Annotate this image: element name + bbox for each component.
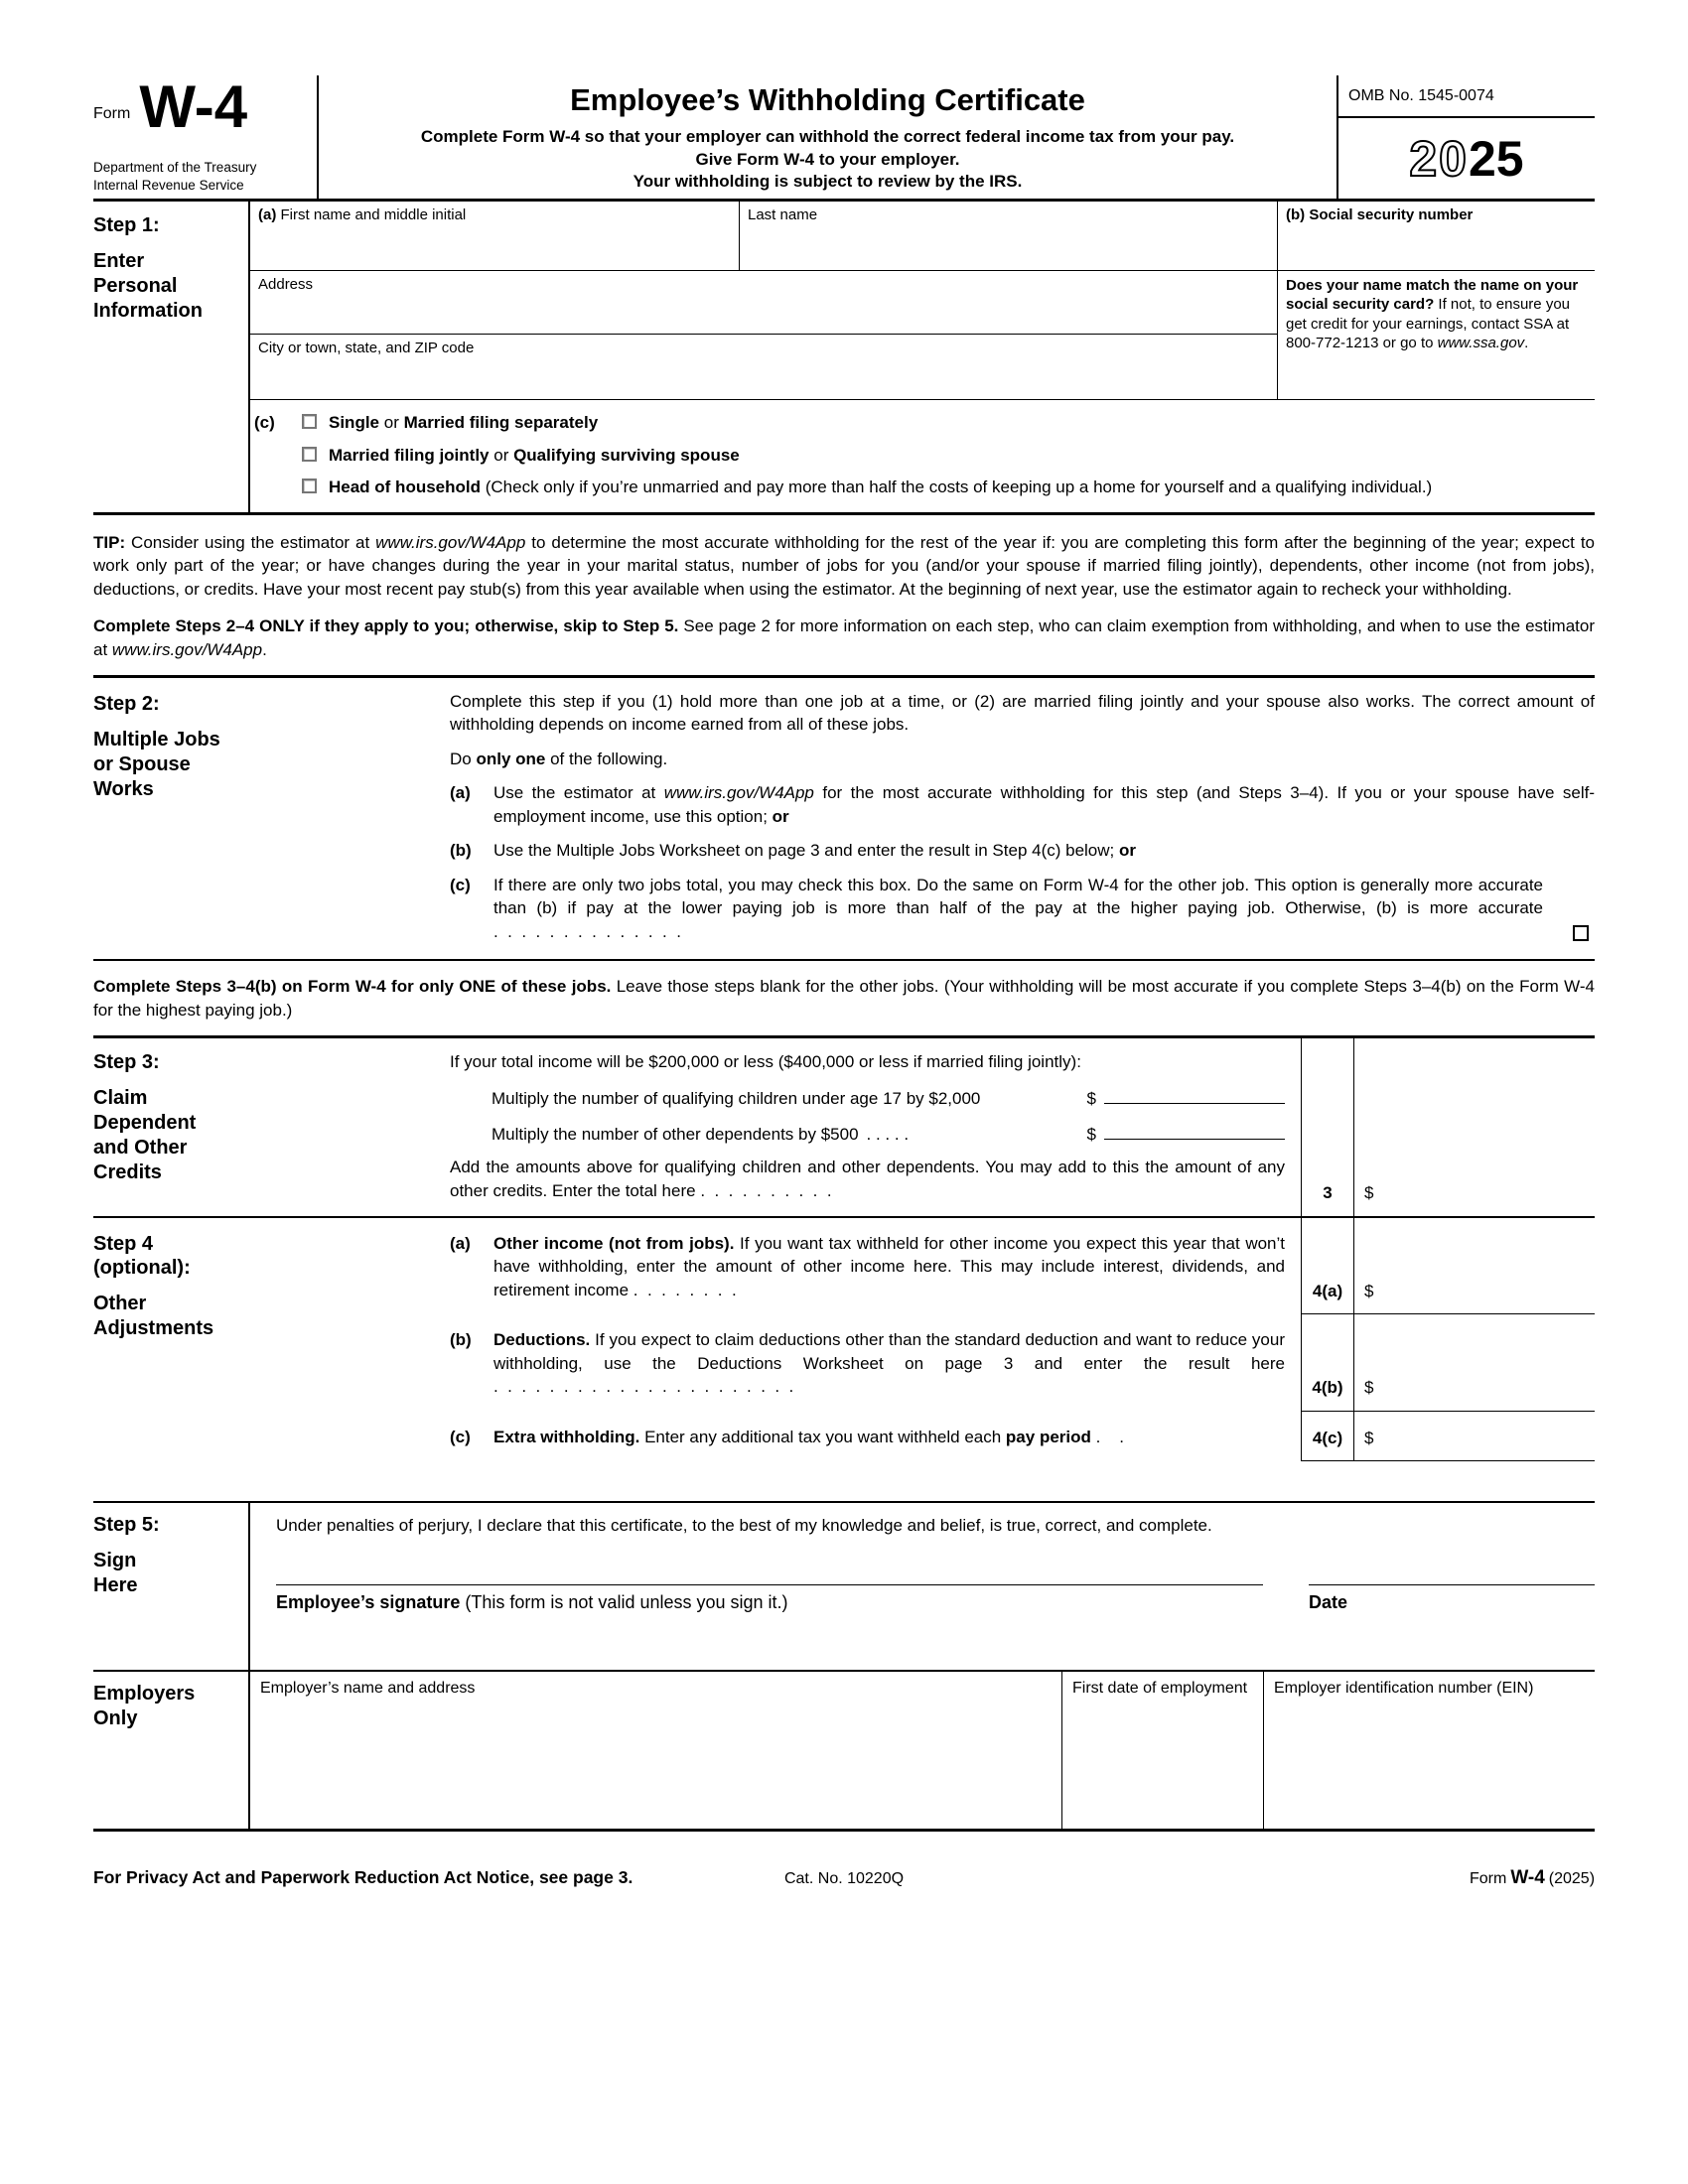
line-4b-number: 4(b) [1301,1314,1354,1411]
steps-3-4b-note: Complete Steps 3–4(b) on Form W-4 for only ONE of these jobs. Leave those steps blank for the other jobs. (Your withholding will be most accurate if you complete Steps 3–4(b) on the Form W-4 for the highest paying job.) [93,977,1595,1020]
steps-2-4-note: Complete Steps 2–4 ONLY if they apply to you; otherwise, skip to Step 5. See page 2 for more information on each step, who can claim exemption from withholding, and when to use the estimator at www.irs.gov/W4App. [93,616,1595,659]
date-label: Date [1309,1591,1348,1612]
step4-item-a [450,1218,1301,1314]
step4-item-a-text: Other income (not from jobs). If you want tax withheld for other income you expect this year that won’t have withholding, enter the amount of other income here. This may include interest, dividends, and retirement income . . . . . . . . [493,1233,1286,1299]
filing-option-head-of-household [250,476,1595,498]
step3-label [93,1038,450,1216]
step4-label [93,1218,450,1461]
line-4a-number: 4(a) [1301,1218,1354,1314]
estimator-link: www.irs.gov/W4App [375,532,526,552]
single-filing-label: Single or Married filing separately [329,413,599,433]
ssa-note [1278,271,1595,400]
step2-item-c-marker: (c) [450,875,471,894]
employer-name-address-label: Employer’s name and address [260,1680,476,1698]
qualifying-children-line: Multiply the number of qualifying children under age 17 by $2,000 $ [450,1077,1301,1112]
address-field[interactable] [250,271,1278,335]
single-filing-checkbox[interactable] [302,414,317,429]
other-dependents-line: Multiply the number of other dependents by $500 . . . . . $ [450,1113,1301,1148]
children-dollar-sign: $ [1086,1089,1096,1109]
ssa-note-end: . [1524,334,1529,351]
step2-subname: Multiple Jobs or Spouse Works [93,729,220,801]
city-state-zip-field[interactable] [250,335,1278,400]
step2-name: Step 2: [93,693,160,716]
filing-status-prefix: (c) [254,413,275,433]
step5-section [93,1501,1595,1670]
ssn-label: Social security number [1309,206,1474,224]
line-3-number: 3 [1301,1038,1354,1216]
employers-only-section [93,1670,1595,1832]
step2-item-b [450,839,1595,862]
line-4c-amount-field[interactable]: $ [1354,1412,1595,1461]
employers-only-label: Employers Only [93,1672,250,1829]
signature-row [276,1584,1595,1615]
employee-signature-field[interactable] [276,1584,1263,1615]
omb-number: OMB No. 1545-0074 [1338,75,1595,118]
first-name-label: First name and middle initial [280,206,467,224]
form-header [93,75,1595,202]
form-word-label: Form [93,104,131,122]
step3-subname: Claim Dependent and Other Credits [93,1087,197,1184]
ssn-prefix: (b) [1286,206,1306,224]
ein-field[interactable] [1264,1672,1595,1829]
form-subtitle-3: Your withholding is subject to review by the IRS. [633,171,1023,191]
head-of-household-checkbox[interactable] [302,478,317,493]
step2-label [93,690,450,943]
form-subtitle-2: Give Form W-4 to your employer. [695,149,960,169]
step2-item-c [450,874,1595,943]
step2-item-a-marker: (a) [450,783,471,803]
step4-item-c-text: Extra withholding. Enter any additional tax you want withheld each pay period . . [493,1427,1124,1446]
step2-item-a-text: Use the estimator at www.irs.gov/W4App for the most accurate withholding for this step (and Steps 3–4). If you or your spouse have self-employment income, use this option; or [493,783,1595,826]
two-jobs-checkbox[interactable] [1573,925,1589,941]
line-4b-amount-field[interactable]: $ [1354,1314,1595,1411]
filing-option-single [250,411,1595,434]
first-name-field[interactable] [250,202,740,271]
catalog-number: Cat. No. 10220Q [783,1870,905,1888]
married-jointly-checkbox[interactable] [302,447,317,462]
step1-label [93,202,250,511]
last-name-field[interactable] [740,202,1278,271]
footer-form-number: W-4 [1510,1867,1545,1889]
privacy-act-notice: For Privacy Act and Paperwork Reduction Act Notice, see page 3. [93,1867,633,1888]
tip-paragraph: TIP: Consider using the estimator at www.irs.gov/W4App to determine the most accurate withholding for the rest of the year if: you are completing this form after the beginning of the year; expect to work only part of the year; or have changes during the year in your marital status, number of jobs for you (and/or your spouse if married filing jointly), dependents, other income (not from jobs), deductions, or credits. Have your most recent pay stub(s) from this year available when using the estimator. At the beginning of next year, use the estimator again to recheck your withholding. [93,532,1596,599]
agency-line-1: Department of the Treasury [93,160,257,176]
form-subtitle-1: Complete Form W-4 so that your employer can withhold the correct federal income tax from your pay. [420,127,1235,147]
step2-intro: Complete this step if you (1) hold more than one job at a time, or (2) are married filing jointly and your spouse also works. The correct amount of withholding depends on income earned from all of these jobs. [450,692,1595,735]
date-field[interactable] [1309,1584,1595,1615]
dependents-credit-blank[interactable] [1104,1121,1285,1140]
filing-option-married-jointly [250,444,1595,467]
ssa-note-bold: Does your name match the name on your social security card? [1286,277,1579,314]
step2-item-c-text: If there are only two jobs total, you may check this box. Do the same on Form W-4 for the other job. This option is generally more accurate than (b) if pay at the lower paying job is more than half of the pay at the higher paying job. Otherwise, (b) is more accurate . . . . . . . . . . . . . . [493,875,1543,941]
dependents-dollar-sign: $ [1086,1124,1096,1144]
first-date-of-employment-field[interactable] [1062,1672,1264,1829]
ssa-note-text: If not, to ensure you get credit for your earnings, contact SSA at 800-772-1213 or go to [1286,296,1571,351]
step4-item-c [450,1412,1301,1461]
perjury-declaration: Under penalties of perjury, I declare that this certificate, to the best of my knowledge and belief, is true, correct, and complete. [276,1516,1212,1536]
agency-line-2: Internal Revenue Service [93,177,244,193]
ssa-gov-link: www.ssa.gov [1437,334,1525,351]
form-id-block [93,75,319,199]
step2-section [93,675,1595,961]
step2-item-b-text: Use the Multiple Jobs Worksheet on page 3 and enter the result in Step 4(c) below; or [493,841,1136,861]
first-date-of-employment-label: First date of employment [1072,1680,1248,1698]
married-jointly-label: Married filing jointly or Qualifying surviving spouse [329,445,740,465]
step4-name: Step 4 (optional): [93,1232,191,1279]
agency-block [93,159,309,194]
filing-status-area [250,400,1595,511]
tip-label: TIP: [93,532,126,552]
year-solid-digits: 25 [1469,130,1524,187]
ein-label: Employer identification number (EIN) [1274,1680,1534,1698]
step5-label [93,1503,250,1670]
form-title: Employee’s Withholding Certificate [570,82,1085,117]
omb-year-block [1336,75,1595,199]
estimator-link-2: www.irs.gov/W4App [111,639,263,659]
step4-subname: Other Adjustments [93,1292,214,1339]
children-credit-blank[interactable] [1104,1085,1285,1104]
form-number: W-4 [139,73,248,140]
step4-item-b [450,1314,1301,1411]
employer-name-address-field[interactable] [250,1672,1062,1829]
step3-section [93,1035,1595,1218]
step1-name: Step 1: [93,214,160,237]
step3-total-line: Add the amounts above for qualifying children and other dependents. You may add to this the amount of any other credits. Enter the total here . . . . . . . . . . [450,1158,1285,1200]
step3-intro: If your total income will be $200,000 or less ($400,000 or less if married filing jointly): [450,1052,1081,1072]
step1-subname: Enter Personal Information [93,250,203,323]
step4-item-a-marker: (a) [450,1233,471,1253]
form-footer-id: Form W-4 (2025) [1469,1867,1596,1889]
signature-label: Employee’s signature (This form is not valid unless you sign it.) [276,1591,788,1612]
address-label: Address [258,276,314,294]
first-name-prefix: (a) [258,206,277,224]
line-4a-amount-field[interactable]: $ [1354,1218,1595,1314]
step2-item-b-marker: (b) [450,841,472,861]
step2-do-only-one: Do only one of the following. [450,749,668,768]
step4-item-b-marker: (b) [450,1330,472,1350]
line-4c-number: 4(c) [1301,1412,1354,1461]
step4-item-c-marker: (c) [450,1427,471,1446]
ssn-field[interactable] [1278,202,1595,271]
step5-name: Step 5: [93,1514,160,1537]
step5-subname: Sign Here [93,1550,138,1597]
form-title-block [319,75,1336,199]
city-state-zip-label: City or town, state, and ZIP code [258,340,475,357]
step5-content [250,1503,1595,1670]
head-of-household-label: Head of household (Check only if you’re unmarried and pay more than half the costs of keeping up a home for yourself and a qualifying individual.) [329,478,1433,497]
step4-section [93,1218,1595,1461]
step2-item-a [450,781,1595,828]
step1-section [93,202,1595,514]
line-3-amount-field[interactable]: $ [1364,1182,1374,1202]
form-year [1338,118,1595,199]
form-footer [93,1865,1595,1891]
step2-content [450,690,1595,943]
last-name-label: Last name [748,206,818,224]
step4-item-b-text: Deductions. If you expect to claim deductions other than the standard deduction and want to reduce your withholding, use the Deductions Worksheet on page 3 and enter the result here . . . . . . . . . . . . . . . . . . . . . . [493,1330,1285,1397]
step3-name: Step 3: [93,1051,160,1074]
year-outline-digits: 20 [1409,130,1469,187]
form-number-line [93,73,309,140]
estimator-link-3: www.irs.gov/W4App [663,783,814,803]
